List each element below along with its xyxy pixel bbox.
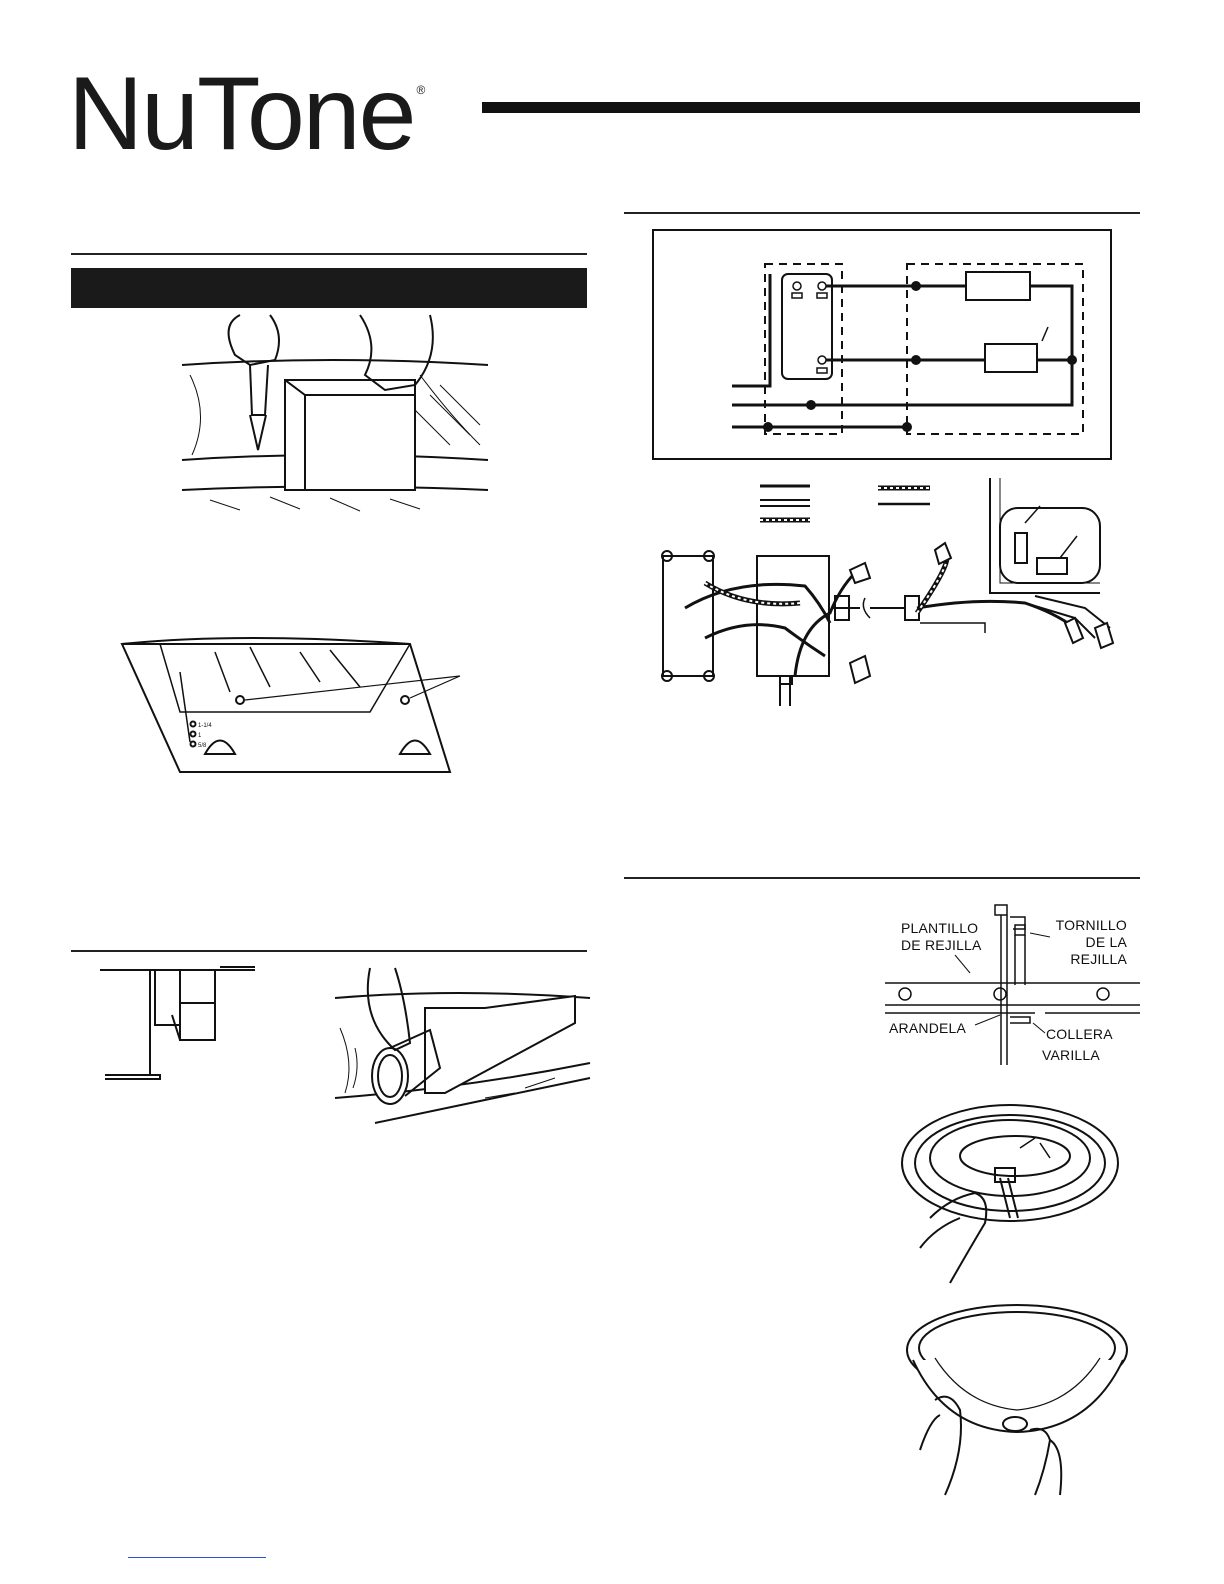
- grille-screw-label: [1052, 917, 1127, 968]
- rod-label: VARILLA: [1042, 1047, 1100, 1063]
- label-line: DE REJILLA: [901, 937, 982, 953]
- brand-name: NuTone: [68, 56, 415, 172]
- section-divider: [71, 950, 587, 952]
- section-divider: [624, 212, 1140, 214]
- housing-mounting-illustration: [180, 315, 490, 515]
- hole-size-3: 5/8: [198, 743, 207, 749]
- label-line: REJILLA: [1070, 951, 1127, 967]
- washer-label: ARANDELA: [889, 1020, 967, 1036]
- header-rule: [482, 102, 1140, 113]
- duct-connector-side-illustration: [100, 965, 265, 1080]
- housing-interior-illustration: [120, 632, 470, 777]
- registered-mark: ®: [416, 83, 426, 97]
- wiring-pictorial: [655, 478, 1115, 708]
- grille-template-label: [901, 920, 982, 954]
- hole-size-1: 1-1/4: [198, 723, 212, 729]
- hole-size-2: 1: [198, 733, 202, 739]
- light-lens-illustration: [905, 1300, 1135, 1500]
- nutone-logo: [68, 56, 426, 172]
- grille-rod-illustration: [900, 1098, 1125, 1288]
- wiring-schematic: [652, 229, 1112, 461]
- duct-connector-install-illustration: [335, 968, 590, 1128]
- section-heading-band: [71, 268, 587, 308]
- footer-link-underline: [128, 1557, 266, 1558]
- collar-label: COLLERA: [1046, 1026, 1113, 1042]
- section-divider: [624, 877, 1140, 879]
- label-line: TORNILLO: [1055, 917, 1127, 933]
- label-line: PLANTILLO: [901, 920, 979, 936]
- section-divider: [71, 253, 587, 255]
- label-line: DE LA: [1085, 934, 1127, 950]
